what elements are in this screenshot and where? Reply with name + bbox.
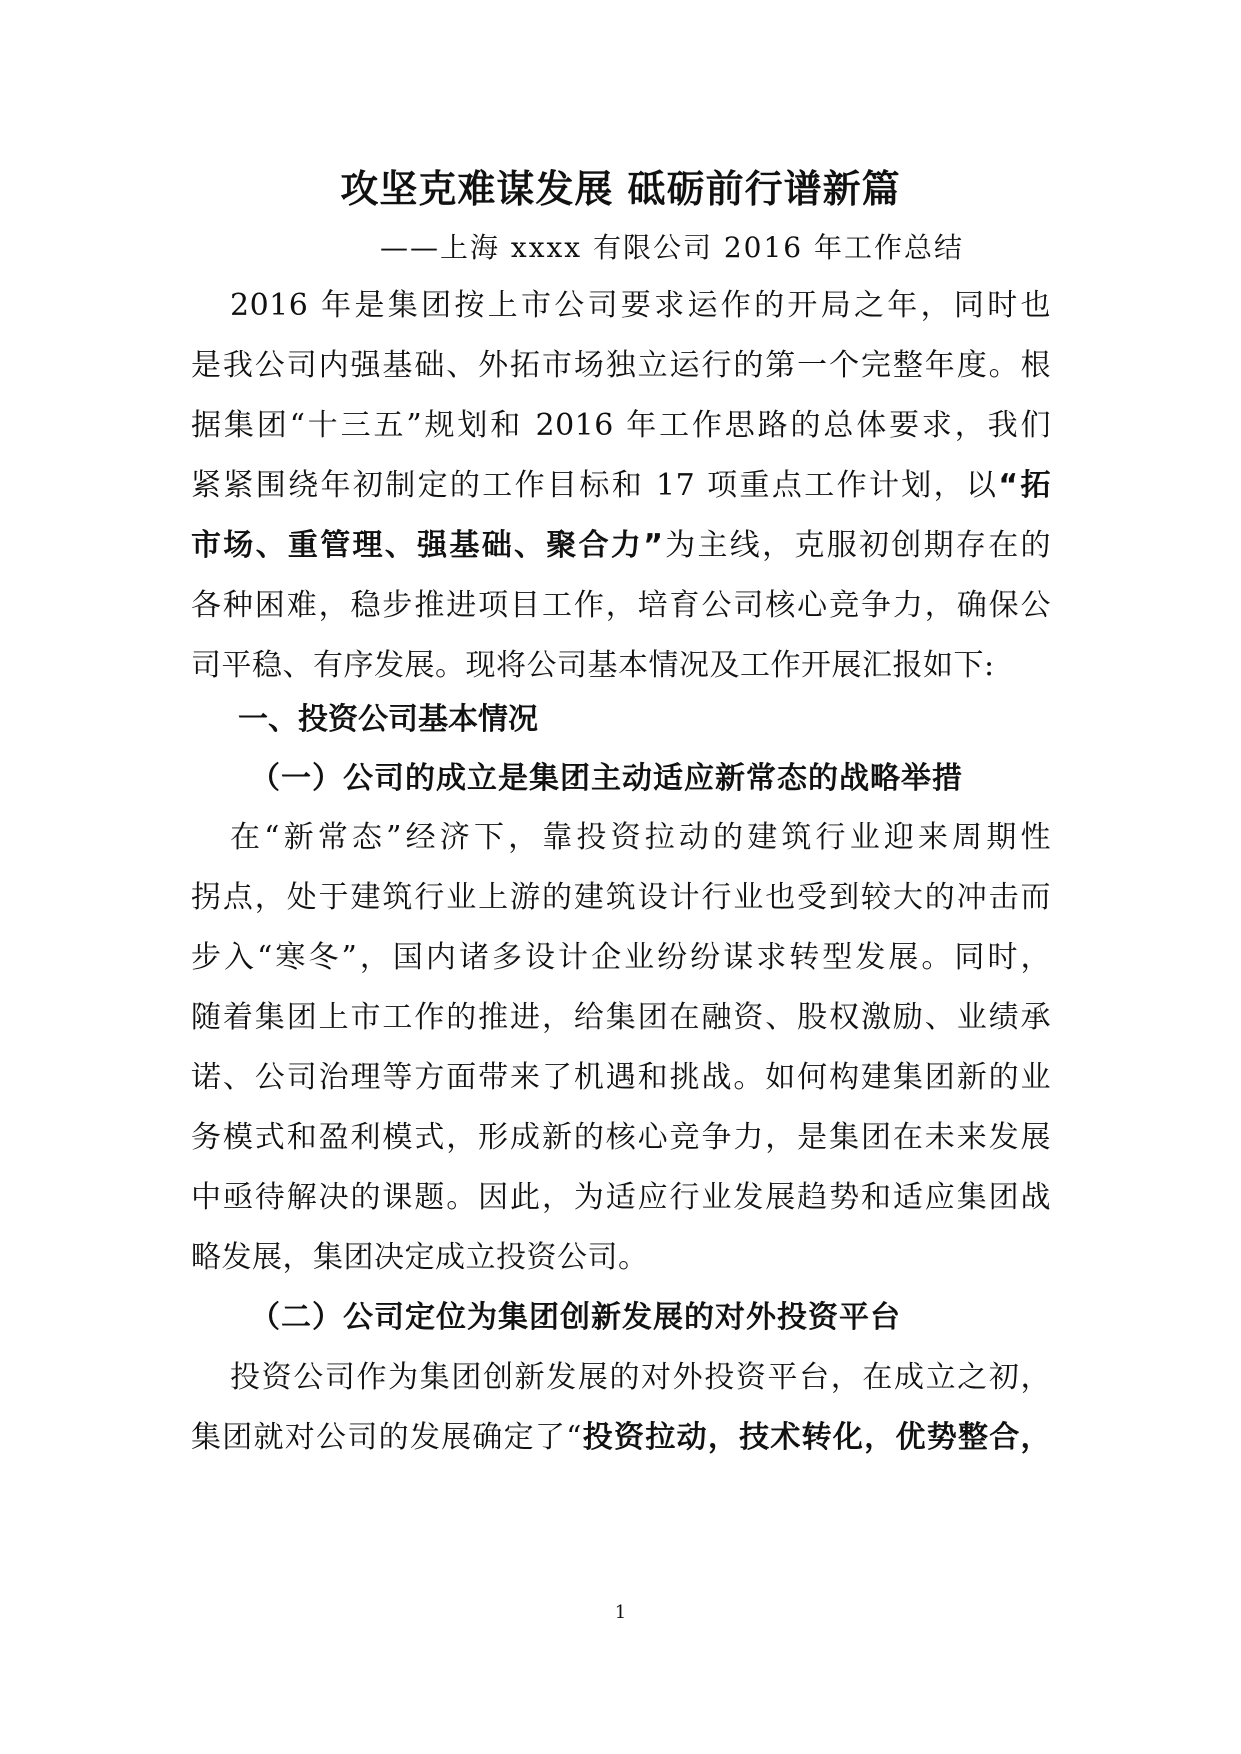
intro-line-5-text: 为主线，克服初创期存在的 (663, 528, 1051, 563)
sub1-line-3: 步入“寒冬”，国内诸多设计企业纷纷谋求转型发展。同时， (191, 940, 1051, 975)
intro-line-4-text: 紧紧围绕年初制定的工作目标和 17 项重点工作计划，以 (191, 468, 999, 503)
intro-line-7: 司平稳、有序发展。现将公司基本情况及工作开展汇报如下: (191, 648, 995, 683)
intro-emphasis-start: “拓 (998, 468, 1051, 503)
document-title: 攻坚克难谋发展 砥砺前行谱新篇 (340, 166, 901, 211)
intro-line-2: 是我公司内强基础、外拓市场独立运行的第一个完整年度。根 (191, 348, 1051, 383)
sub1-line-8: 略发展，集团决定成立投资公司。 (191, 1240, 649, 1275)
sub1-line-7: 中亟待解决的课题。因此，为适应行业发展趋势和适应集团战 (191, 1180, 1051, 1215)
sub1-line-2: 拐点，处于建筑行业上游的建筑设计行业也受到较大的冲击而 (191, 880, 1051, 915)
sub1-line-1: 在“新常态”经济下，靠投资拉动的建筑行业迎来周期性 (230, 820, 1051, 855)
document-subtitle: ——上海 xxxx 有限公司 2016 年工作总结 (380, 231, 965, 264)
sub2-line-2 (191, 1412, 1051, 1456)
intro-emphasis-main: 市场、重管理、强基础、聚合力” (191, 528, 664, 563)
page-number: 1 (614, 1602, 627, 1623)
sub1-line-5: 诺、公司治理等方面带来了机遇和挑战。如何构建集团新的业 (191, 1060, 1051, 1095)
sub2-emphasis: 投资拉动，技术转化，优势整合， (582, 1420, 1051, 1455)
intro-line-4 (191, 460, 1051, 504)
sub2-line-2-text: 集团就对公司的发展确定了“ (191, 1420, 583, 1455)
intro-line-1: 2016 年是集团按上市公司要求运作的开局之年，同时也 (230, 288, 1051, 323)
sub1-line-6: 务模式和盈利模式，形成新的核心竞争力，是集团在未来发展 (191, 1120, 1051, 1155)
sub2-line-1: 投资公司作为集团创新发展的对外投资平台，在成立之初， (230, 1360, 1051, 1395)
intro-line-3: 据集团“十三五”规划和 2016 年工作思路的总体要求，我们 (191, 408, 1051, 443)
subsection-2-heading: （二）公司定位为集团创新发展的对外投资平台 (250, 1300, 901, 1335)
subsection-1-heading: （一）公司的成立是集团主动适应新常态的战略举措 (250, 761, 963, 796)
intro-line-6: 各种困难，稳步推进项目工作，培育公司核心竞争力，确保公 (191, 588, 1051, 623)
sub1-line-4: 随着集团上市工作的推进，给集团在融资、股权激励、业绩承 (191, 1000, 1051, 1035)
section-1-heading: 一、投资公司基本情况 (238, 702, 538, 737)
intro-line-5 (191, 520, 1051, 564)
